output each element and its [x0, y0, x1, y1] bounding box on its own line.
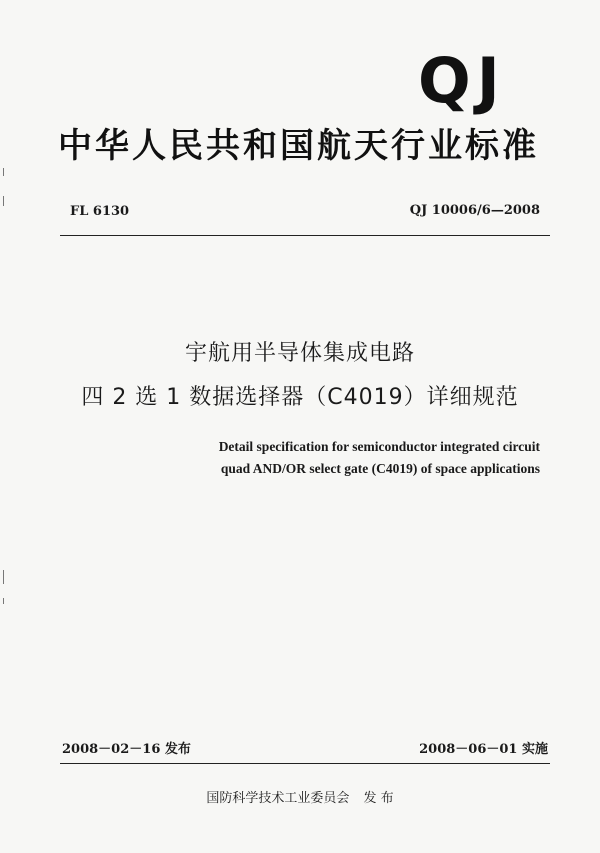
publisher-name: 国防科学技术工业委员会 [206, 791, 350, 806]
title-en-line1: Detail specification for semiconductor integrated circuit [218, 439, 540, 454]
publisher [0, 787, 600, 806]
title-en-line2: quad AND/OR select gate (C4019) of space applications [220, 461, 540, 476]
scan-artifact [3, 570, 4, 584]
title-cn-line1: 宇航用半导体集成电路 [184, 341, 415, 366]
classification-code: FL 6130 [70, 204, 130, 219]
org-title: 中华人民共和国航天行业标准 [58, 126, 539, 166]
scan-artifact [3, 598, 4, 604]
standard-number: QJ 10006/6—2008 [409, 203, 540, 218]
issue-date: 2008－02－16 发布 [62, 742, 191, 757]
title-en [150, 436, 540, 480]
scan-artifact [3, 168, 4, 176]
qj-logo: QJ [418, 44, 506, 117]
footer-divider [60, 763, 550, 764]
title-cn-line2: 四 2 选 1 数据选择器（C4019）详细规范 [81, 385, 519, 410]
scan-artifact [3, 196, 4, 206]
implement-date: 2008－06－01 实施 [419, 742, 548, 757]
header-divider [60, 235, 550, 236]
publish-word: 发 布 [363, 791, 394, 806]
